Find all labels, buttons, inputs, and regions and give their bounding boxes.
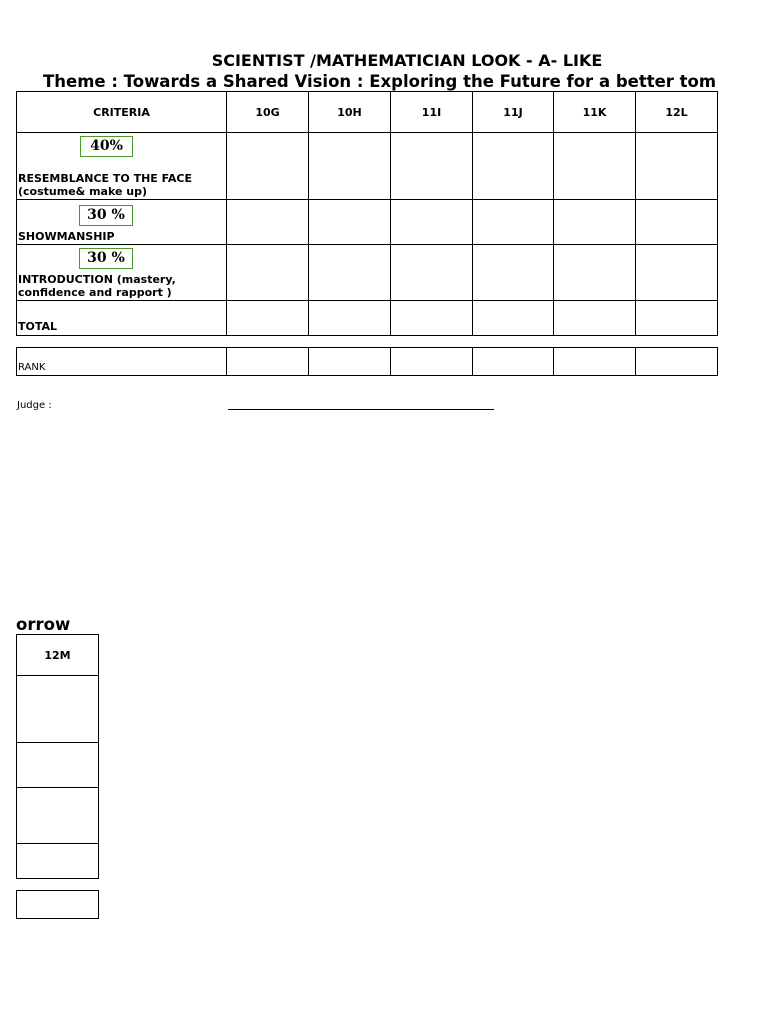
criteria-row-resemblance [17, 133, 718, 200]
percent-badge: 30 % [79, 248, 133, 269]
rank-row [17, 348, 718, 376]
criteria-header: CRITERIA [17, 92, 227, 133]
criteria-label: RESEMBLANCE TO THE FACE [18, 172, 192, 185]
rank-label: RANK [17, 348, 227, 376]
overflow-header-row [17, 635, 99, 676]
overflow-rank-table [16, 890, 99, 919]
rank-cell[interactable] [554, 348, 636, 376]
total-cell[interactable] [309, 301, 391, 336]
score-cell[interactable] [227, 133, 309, 200]
criteria-label-sub: confidence and rapport ) [18, 286, 172, 299]
header-row [17, 92, 718, 133]
criteria-row-showmanship [17, 200, 718, 245]
criteria-row-introduction [17, 245, 718, 301]
rank-cell[interactable] [473, 348, 554, 376]
total-cell[interactable] [473, 301, 554, 336]
score-cell[interactable] [309, 245, 391, 301]
criteria-cell [17, 200, 227, 245]
score-cell[interactable] [391, 245, 473, 301]
criteria-cell [17, 245, 227, 301]
score-cell[interactable] [309, 133, 391, 200]
score-cell[interactable] [17, 743, 99, 788]
score-cell[interactable] [636, 200, 718, 245]
total-cell[interactable] [391, 301, 473, 336]
score-cell[interactable] [17, 676, 99, 743]
total-cell[interactable] [636, 301, 718, 336]
score-cell[interactable] [554, 245, 636, 301]
total-cell[interactable] [227, 301, 309, 336]
score-cell[interactable] [473, 200, 554, 245]
criteria-cell [17, 133, 227, 200]
overflow-scoring-table [16, 634, 99, 879]
theme-title-overflow: orrow [16, 615, 71, 634]
score-cell[interactable] [554, 133, 636, 200]
rank-cell[interactable] [17, 891, 99, 919]
section-header-10h: 10H [309, 92, 391, 133]
score-cell[interactable] [391, 200, 473, 245]
document-title: SCIENTIST /MATHEMATICIAN LOOK - A- LIKE [211, 51, 603, 70]
score-cell[interactable] [391, 133, 473, 200]
section-header-11j: 11J [473, 92, 554, 133]
score-cell[interactable] [309, 200, 391, 245]
rank-table [16, 347, 718, 376]
total-label: TOTAL [17, 301, 227, 336]
theme-title: Theme : Towards a Shared Vision : Exploring the Future for a better tom [43, 72, 717, 91]
score-cell[interactable] [227, 200, 309, 245]
section-header-11i: 11I [391, 92, 473, 133]
score-cell[interactable] [473, 133, 554, 200]
score-cell[interactable] [636, 245, 718, 301]
rank-cell[interactable] [309, 348, 391, 376]
section-header-10g: 10G [227, 92, 309, 133]
score-cell[interactable] [636, 133, 718, 200]
score-cell[interactable] [227, 245, 309, 301]
criteria-label: INTRODUCTION (mastery, [18, 273, 176, 286]
total-row [17, 301, 718, 336]
rank-cell[interactable] [227, 348, 309, 376]
total-cell[interactable] [17, 844, 99, 879]
percent-badge: 40% [80, 136, 133, 157]
rank-cell[interactable] [391, 348, 473, 376]
total-cell[interactable] [554, 301, 636, 336]
score-cell[interactable] [473, 245, 554, 301]
section-header-12l: 12L [636, 92, 718, 133]
criteria-label: SHOWMANSHIP [18, 230, 115, 243]
rank-cell[interactable] [636, 348, 718, 376]
score-cell[interactable] [17, 788, 99, 844]
score-cell[interactable] [554, 200, 636, 245]
percent-badge: 30 % [79, 205, 133, 226]
judge-signature-line[interactable] [228, 409, 494, 410]
scoring-table [16, 91, 718, 336]
judge-label: Judge : [17, 400, 52, 411]
section-header-11k: 11K [554, 92, 636, 133]
section-header-12m: 12M [17, 635, 99, 676]
criteria-label-sub: (costume& make up) [18, 185, 148, 198]
